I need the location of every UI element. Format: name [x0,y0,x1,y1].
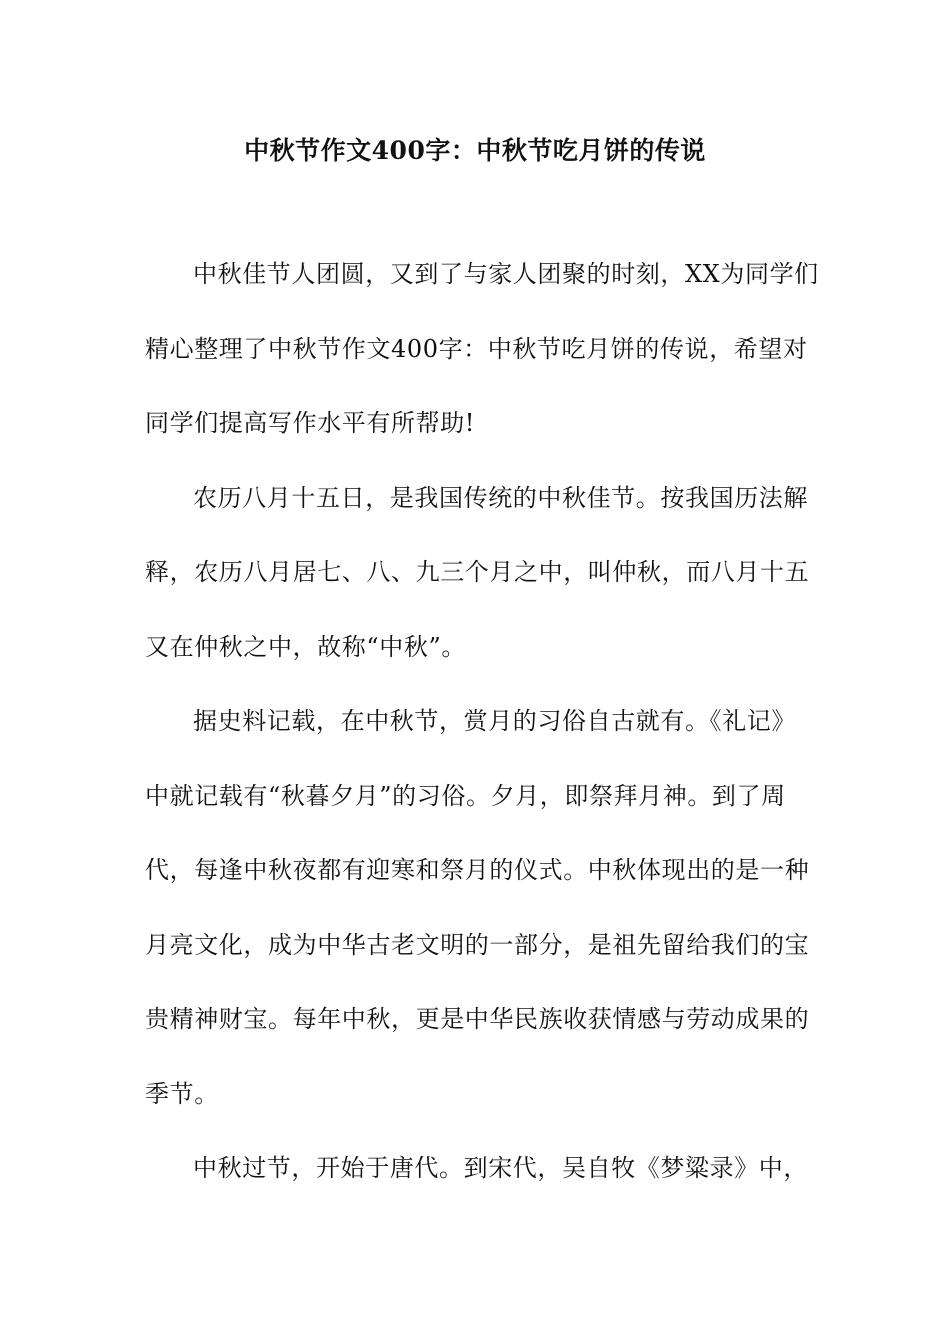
text-line: 中秋佳节人团圆，又到了与家人团聚的时刻，XX为同学们 [193,260,819,288]
text-line: 中秋过节，开始于唐代。到宋代，吴自牧《梦粱录》中， [193,1154,808,1182]
document-body [145,256,819,1225]
text-line: 农历八月十五日，是我国传统的中秋佳节。按我国历法解 [193,483,808,512]
text-line: 月亮文化，成为中华古老文明的一部分，是祖先留给我们的宝 [145,930,810,959]
text-line: 又在仲秋之中，故称“中秋”。 [145,632,466,661]
text-line: 据史料记载，在中秋节，赏月的习俗自古就有。《礼记》 [193,707,796,735]
text-line: 中就记载有“秋暮夕月”的习俗。夕月，即祭拜月神。到了周 [145,781,786,810]
text-line: 贵精神财宝。每年中秋，更是中华民族收获情感与劳动成果的 [145,1005,810,1033]
text-line: 精心整理了中秋节作文400字：中秋节吃月饼的传说，希望对 [145,334,808,363]
text-line: 同学们提高写作水平有所帮助! [145,409,476,437]
text-line: 释，农历八月居七、八、九三个月之中，叫仲秋，而八月十五 [145,558,810,586]
document-title: 中秋节作文400字：中秋节吃月饼的传说 [244,136,706,165]
text-line: 代，每逢中秋夜都有迎寒和祭月的仪式。中秋体现出的是一种 [145,856,810,884]
text-line: 季节。 [145,1079,219,1108]
